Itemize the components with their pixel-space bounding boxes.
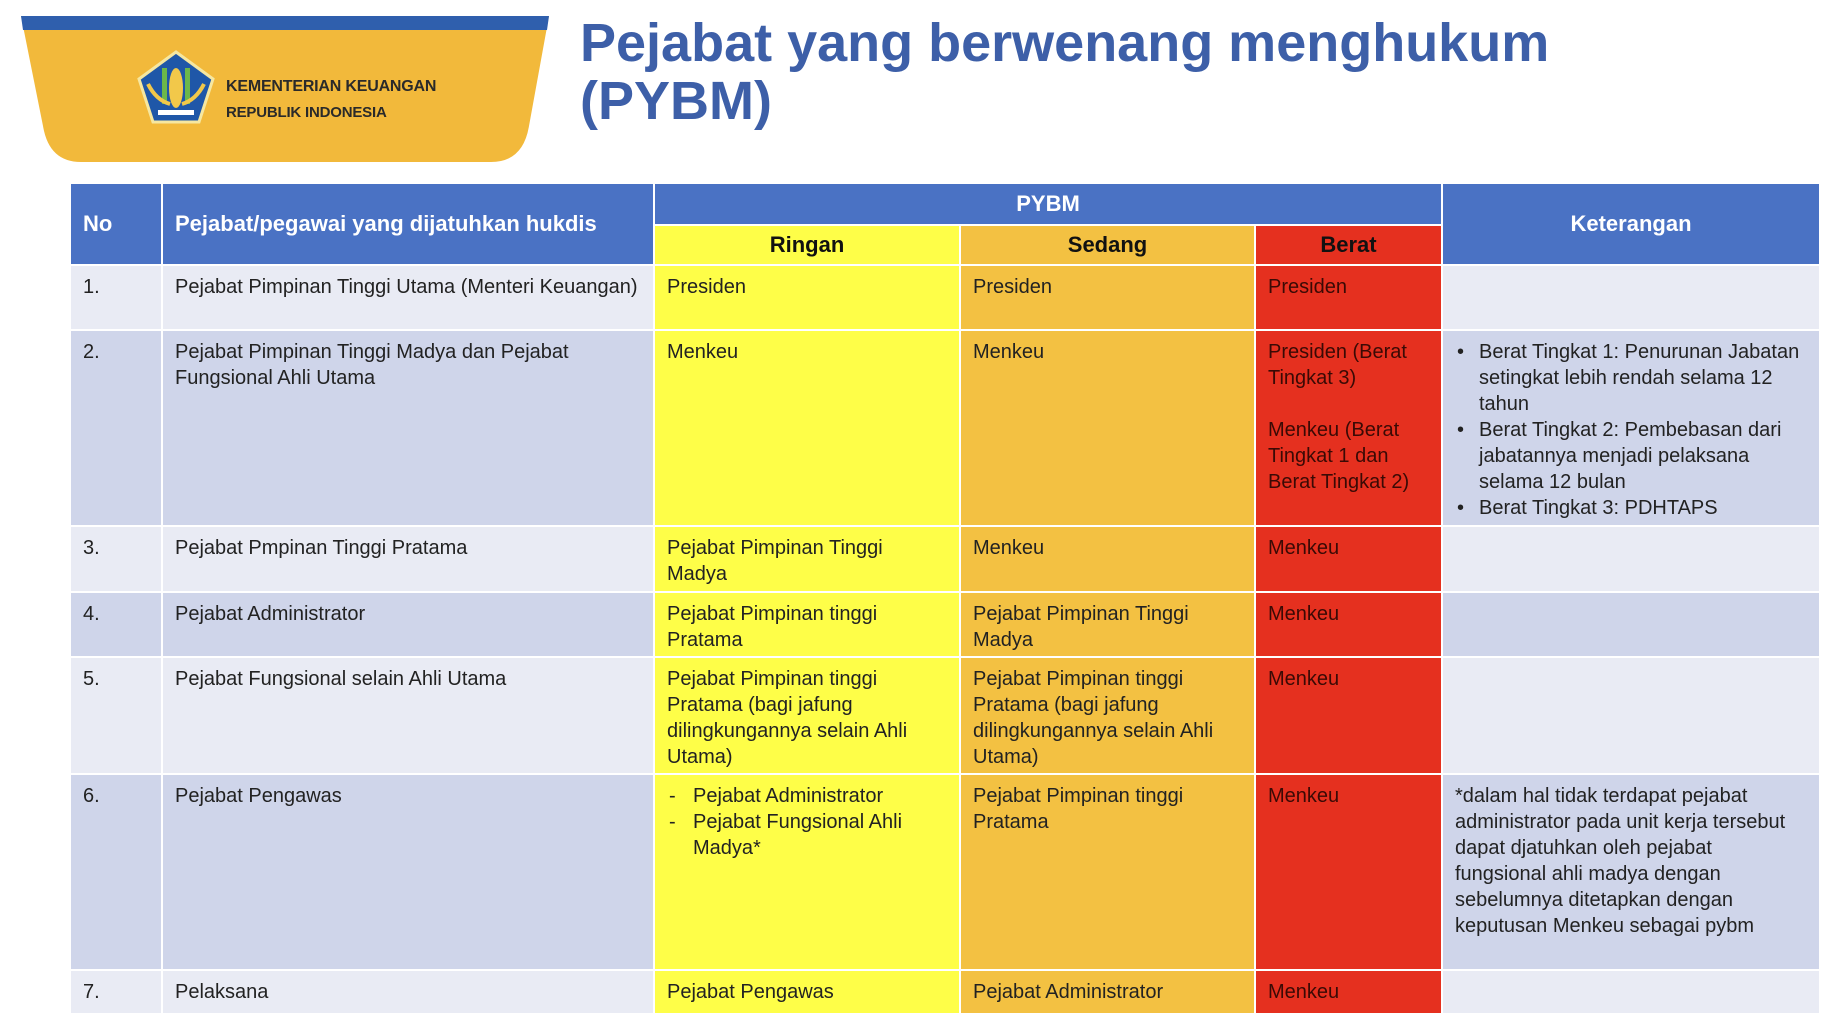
berat-tingkat3-text: Presiden (Berat Tingkat 3) — [1268, 341, 1407, 389]
cell-keterangan — [1443, 527, 1819, 591]
page-title-line2: (PYBM) — [580, 71, 772, 131]
cell-berat: Presiden — [1256, 266, 1441, 329]
cell-ringan: Pejabat Pengawas — [655, 971, 959, 1013]
header-pybm: PYBM — [655, 184, 1441, 224]
table-row — [71, 331, 1819, 525]
cell-keterangan — [1443, 658, 1819, 773]
cell-no: 2. — [71, 331, 161, 525]
page-title-line1: Pejabat yang berwenang menghukum — [580, 13, 1550, 73]
pybm-table — [69, 182, 1821, 1015]
cell-no: 6. — [71, 775, 161, 969]
header-no: No — [71, 184, 161, 264]
header-berat: Berat — [1256, 226, 1441, 264]
cell-keterangan: *dalam hal tidak terdapat pejabat administrator pada unit kerja tersebut dapat djatuhkan oleh pejabat fungsional ahli madya dengan sebelumnya ditetapkan dengan keputusan Menkeu sebagai pybm — [1443, 775, 1819, 969]
cell-no: 7. — [71, 971, 161, 1013]
cell-no: 3. — [71, 527, 161, 591]
table-row — [71, 971, 1819, 1013]
cell-berat: Menkeu — [1256, 527, 1441, 591]
header-pejabat: Pejabat/pegawai yang dijatuhkan hukdis — [163, 184, 653, 264]
cell-pejabat: Pejabat Pmpinan Tinggi Pratama — [163, 527, 653, 591]
cell-no: 5. — [71, 658, 161, 773]
cell-berat: Menkeu — [1256, 658, 1441, 773]
keterangan-list — [1455, 339, 1807, 521]
cell-keterangan — [1443, 331, 1819, 525]
ministry-logo-banner — [21, 16, 549, 162]
cell-sedang: Presiden — [961, 266, 1254, 329]
ringan-list — [667, 783, 947, 861]
cell-sedang: Pejabat Pimpinan tinggi Pratama (bagi jafung dilingkungannya selain Ahli Utama) — [961, 658, 1254, 773]
cell-ringan — [655, 775, 959, 969]
cell-sedang: Menkeu — [961, 527, 1254, 591]
cell-berat — [1256, 331, 1441, 525]
list-item: - Pejabat Fungsional Ahli Madya* — [693, 809, 947, 861]
org-name — [226, 78, 436, 121]
cell-sedang: Pejabat Pimpinan tinggi Pratama — [961, 775, 1254, 969]
cell-keterangan — [1443, 971, 1819, 1013]
cell-pejabat: Pejabat Pengawas — [163, 775, 653, 969]
table-row — [71, 775, 1819, 969]
list-item: • Berat Tingkat 1: Penurunan Jabatan setingkat lebih rendah selama 12 tahun — [1479, 339, 1807, 417]
header-keterangan: Keterangan — [1443, 184, 1819, 264]
list-item: - Pejabat Administrator — [693, 783, 947, 809]
header-ringan: Ringan — [655, 226, 959, 264]
cell-ringan: Menkeu — [655, 331, 959, 525]
table-row — [71, 527, 1819, 591]
cell-ringan: Pejabat Pimpinan Tinggi Madya — [655, 527, 959, 591]
cell-pejabat: Pejabat Fungsional selain Ahli Utama — [163, 658, 653, 773]
cell-no: 1. — [71, 266, 161, 329]
cell-pejabat: Pelaksana — [163, 971, 653, 1013]
cell-pejabat: Pejabat Pimpinan Tinggi Madya dan Pejabat Fungsional Ahli Utama — [163, 331, 653, 525]
cell-sedang: Pejabat Pimpinan Tinggi Madya — [961, 593, 1254, 656]
cell-pejabat: Pejabat Administrator — [163, 593, 653, 656]
cell-ringan: Presiden — [655, 266, 959, 329]
list-item: • Berat Tingkat 2: Pembebasan dari jabatannya menjadi pelaksana selama 12 bulan — [1479, 417, 1807, 495]
cell-keterangan — [1443, 593, 1819, 656]
org-name-line2: REPUBLIK INDONESIA — [226, 104, 387, 121]
cell-sedang: Menkeu — [961, 331, 1254, 525]
header-sedang: Sedang — [961, 226, 1254, 264]
table-row — [71, 266, 1819, 329]
cell-berat: Menkeu — [1256, 775, 1441, 969]
cell-berat: Menkeu — [1256, 971, 1441, 1013]
cell-no: 4. — [71, 593, 161, 656]
cell-berat: Menkeu — [1256, 593, 1441, 656]
table-row — [71, 658, 1819, 773]
cell-sedang: Pejabat Administrator — [961, 971, 1254, 1013]
cell-pejabat: Pejabat Pimpinan Tinggi Utama (Menteri Keuangan) — [163, 266, 653, 329]
list-item: • Berat Tingkat 3: PDHTAPS — [1479, 495, 1807, 521]
cell-ringan: Pejabat Pimpinan tinggi Pratama — [655, 593, 959, 656]
table-row — [71, 593, 1819, 656]
cell-keterangan — [1443, 266, 1819, 329]
berat-tingkat12-text: Menkeu (Berat Tingkat 1 dan Berat Tingkat 2) — [1268, 419, 1410, 493]
page-title — [580, 14, 1549, 130]
org-name-line1: KEMENTERIAN KEUANGAN — [226, 78, 437, 95]
cell-ringan: Pejabat Pimpinan tinggi Pratama (bagi jafung dilingkungannya selain Ahli Utama) — [655, 658, 959, 773]
